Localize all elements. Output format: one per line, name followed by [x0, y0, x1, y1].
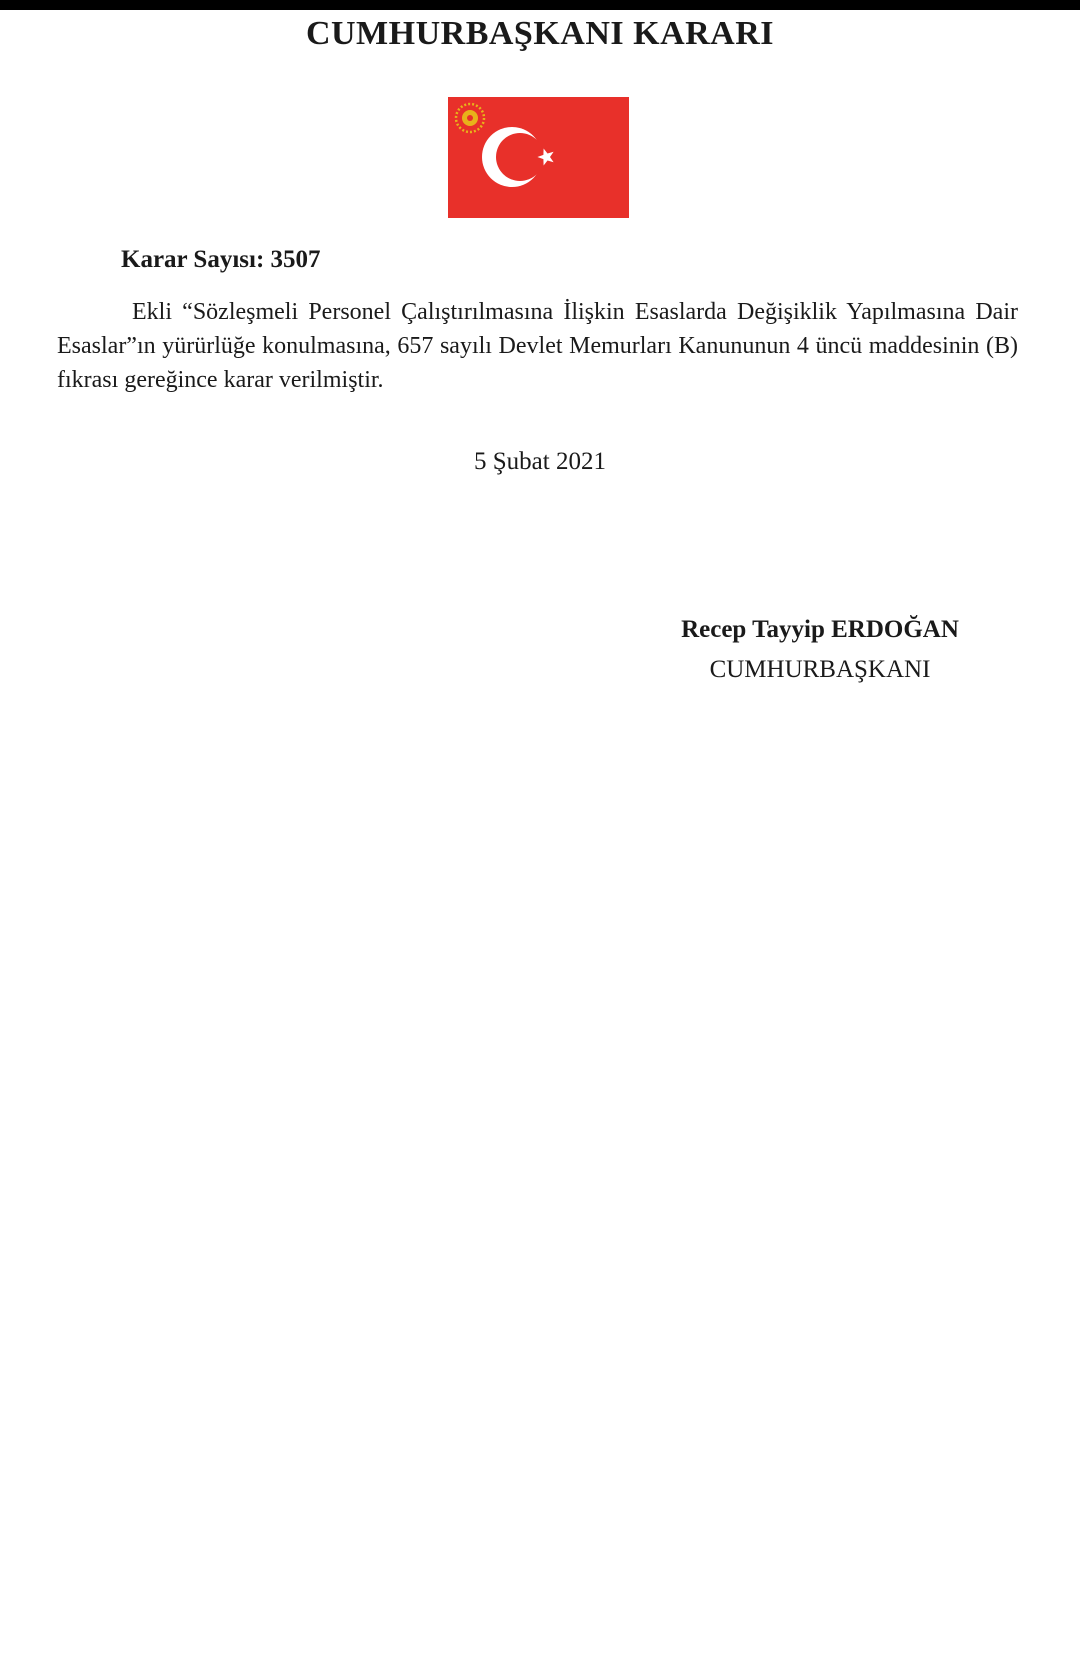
- decision-date: 5 Şubat 2021: [474, 448, 606, 475]
- signature-block: [640, 613, 1000, 687]
- decision-body-text: Ekli “Sözleşmeli Personel Çalıştırılmasına İlişkin Esaslarda Değişiklik Yapılmasına Dair Esaslar”ın yürürlüğe konulmasına, 657 sayılı Devlet Memurları Kanununun 4 üncü maddesinin (B) fıkrası gereğince karar verilmiştir.: [57, 299, 1018, 393]
- turkish-flag-icon: [448, 97, 629, 218]
- top-border: [0, 0, 1080, 10]
- signatory-title: CUMHURBAŞKANI: [709, 656, 931, 683]
- document-title: CUMHURBAŞKANI KARARI: [305, 15, 775, 52]
- decision-number: Karar Sayısı: 3507: [121, 246, 321, 273]
- signatory-name: Recep Tayyip ERDOĞAN: [681, 616, 959, 643]
